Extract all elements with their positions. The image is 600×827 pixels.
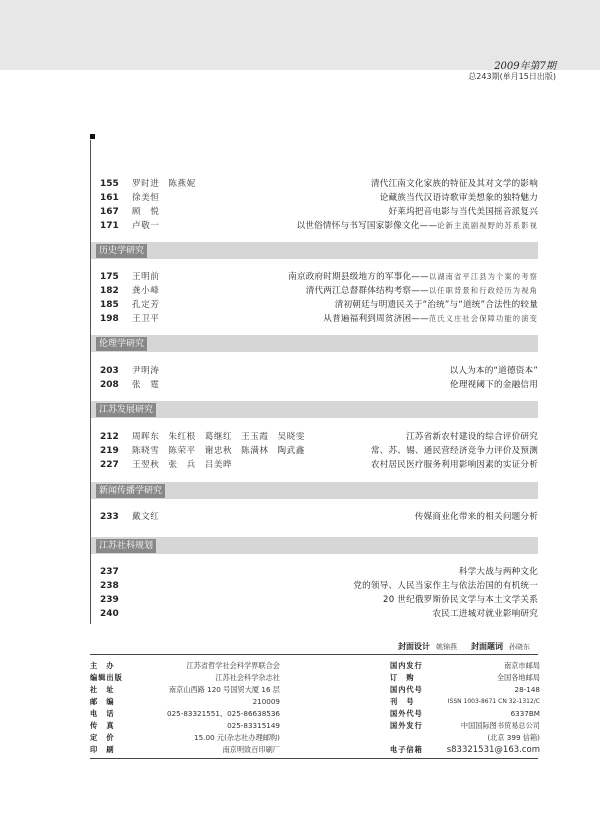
section-header-journalism [91,482,538,499]
article-subtitle: 范氏义庄社会保障功能的演变 [428,314,538,323]
page-number: 171 [100,221,119,231]
toc-entry[interactable] [92,177,538,191]
article-subtitle: 论新主流剧视野的苏系影视 [437,221,538,230]
cover-title-label: 封面题词 [471,642,503,651]
colophon-row [390,708,540,720]
colophon-row [390,720,540,732]
page-number: 167 [100,207,119,217]
toc-entry[interactable] [92,378,538,392]
colophon-email[interactable]: s83321531@163.com [446,745,540,755]
section-label: 历史学研究 [96,244,147,258]
colophon-row [90,732,280,744]
colophon-value: 中国国际图书贸易总公司 [460,721,540,730]
section-label: 江苏社科规划 [96,539,156,553]
colophon-row [390,744,540,756]
colophon-value: 6337BM [510,709,540,718]
section-header-history [91,242,538,259]
article-title: 南京政府时期县级地方的军事化—— [288,272,429,282]
article-title: 科学大战与两种文化 [458,567,538,577]
colophon-value: 江苏社会科学杂志社 [215,673,280,682]
colophon-label: 刊 号 [390,697,415,706]
author: 王翌秋 张 兵 吕美晔 [132,460,233,470]
article-title: 党的领导、人民当家作主与依法治国的有机统一 [353,581,538,591]
author: 陈晓雪 陈荣平 谢忠秋 陈满林 陶武鑫 [132,446,305,456]
cover-design-name: 姚锦燕 [436,643,457,651]
article-title: 农村居民医疗服务利用影响因素的实证分析 [370,460,538,470]
article-title: 以世俗情怀与书写国家影像文化—— [296,221,438,231]
article-subtitle: 以湖南省平江县为个案的考察 [428,272,538,281]
article-title: 清代江南文化家族的特征及其对文学的影响 [370,179,538,189]
page-number: 203 [100,366,119,376]
article-subtitle: 以任职背景和行政经历为视角 [428,286,538,295]
article-title: 常、苏、锡、通民营经济竞争力评价及预测 [370,446,538,456]
page-number: 219 [100,446,119,456]
colophon-row [90,672,280,684]
colophon-value: (北京 399 信箱) [487,733,540,742]
article-title: 好莱坞把音电影与当代美国摇音派复兴 [388,207,538,217]
colophon-row [90,660,280,672]
author: 徐美恒 [132,193,160,203]
colophon-value: 28-148 [514,685,540,694]
author: 孔定芳 [132,300,160,310]
author: 卢敬一 [132,221,160,231]
toc-entry[interactable] [92,298,538,312]
author: 龚小峰 [132,286,160,296]
colophon-value: 南京市邮局 [504,661,540,670]
colophon-label: 国内发行 [390,661,423,670]
colophon-label: 编辑出版 [90,673,123,682]
toc-entry[interactable] [92,284,538,298]
colophon-row [90,684,280,696]
colophon-left [90,660,280,756]
colophon-label: 订 购 [390,673,415,682]
section-label: 新闻传播学研究 [96,484,165,498]
toc-entry[interactable] [92,444,538,458]
article-title: 传媒商业化带来的相关问题分析 [414,512,538,522]
colophon-value: 南京明致百印刷厂 [222,745,280,754]
colophon-row [90,696,280,708]
page-number: 198 [100,314,119,324]
colophon-row [90,744,280,756]
colophon-row [390,732,540,744]
author: 王卫平 [132,314,160,324]
colophon-value: 210009 [252,697,280,706]
colophon-label: 国外代号 [390,709,423,718]
article-title: 伦理视阈下的金融信用 [450,380,538,390]
author: 张 霆 [132,380,160,390]
divider [90,758,538,759]
toc-entry[interactable] [92,458,538,472]
colophon-row [90,720,280,732]
section-header-ethics [91,335,538,352]
author: 罗时进 陈燕妮 [132,179,196,189]
colophon-value: 南京山西路 120 号国贸大厦 16 层 [168,685,280,694]
colophon-value: 全国各地邮局 [496,673,540,682]
toc-entry[interactable] [92,510,538,524]
issue-number: 2009年第7期 [494,61,556,72]
article-title: 论藏族当代汉语诗歌审美想象的独特魅力 [379,193,538,203]
cover-design-label: 封面设计 [398,642,430,651]
colophon-row [90,708,280,720]
toc-entry[interactable] [92,364,538,378]
article-title: 清代两江总督群体结构考察—— [305,286,429,296]
colophon-value: 江苏省哲学社会科学界联合会 [186,661,280,670]
page-number: 233 [100,512,119,522]
colophon-right [390,660,540,756]
colophon-label: 主 办 [90,661,115,670]
colophon-label: 印 刷 [90,745,115,754]
article-title: 以人为本的“道德资本” [449,366,538,376]
colophon-row [390,672,540,684]
colophon-row [390,696,540,708]
page-number: 240 [100,609,119,619]
toc-marker [90,134,95,139]
page-number: 185 [100,300,119,310]
article-title: 江苏省新农村建设的综合评价研究 [406,432,538,442]
toc-entry[interactable] [92,219,538,233]
toc-entry[interactable] [92,579,538,593]
article-title: 农民工进城对就业影响研究 [432,609,538,619]
colophon-label: 国外发行 [390,721,423,730]
colophon-label: 定 价 [90,733,115,742]
colophon-label: 邮 编 [90,697,115,706]
author: 尹明涛 [132,366,160,376]
colophon-label: 传 真 [90,721,115,730]
colophon-label: 电 话 [90,709,115,718]
article-title: 清初朝廷与明遗民关于“治统”与“道统”合法性的较量 [334,300,538,310]
author: 戴文红 [132,512,160,522]
section-label: 伦理学研究 [96,337,147,351]
author: 王明前 [132,272,160,282]
colophon-value: 15.00 元(杂志社办理邮购) [194,733,280,742]
divider [90,654,538,655]
colophon-row [390,684,540,696]
page-number: 155 [100,179,119,189]
page-number: 238 [100,581,119,591]
toc-entry[interactable] [92,270,538,284]
article-title: 20 世纪俄罗斯侨民文学与本土文学关系 [383,595,538,605]
page-number: 237 [100,567,119,577]
section-label: 江苏发展研究 [96,403,156,417]
author: 周晖东 朱红根 葛继红 王玉霞 吴晓雯 [132,432,305,442]
colophon-label: 社 址 [90,685,115,694]
toc-entry[interactable] [92,205,538,219]
colophon-label: 电子信箱 [390,745,423,754]
page-number: 239 [100,595,119,605]
cover-title-name: 孙晓东 [509,643,530,651]
section-header-social-science-planning [91,537,538,554]
article-title: 从普遍福利到周贫济困—— [323,314,429,324]
cover-credits [398,641,530,652]
colophon-row [390,660,540,672]
page-number: 161 [100,193,119,203]
page-number: 182 [100,286,119,296]
page-number: 208 [100,380,119,390]
toc-entry[interactable] [92,593,538,607]
toc-entry[interactable] [92,607,538,621]
colophon-value: ISSN 1003-8671 CN 32-1312/C [447,698,540,705]
page-number: 227 [100,460,119,470]
toc-entry[interactable] [92,312,538,326]
toc-entry[interactable] [92,430,538,444]
page-number: 212 [100,432,119,442]
colophon-label: 国内代号 [390,685,423,694]
issue-subtitle: 总243期(单月15日出版) [468,72,556,81]
toc-entry[interactable] [92,565,538,579]
toc-entry[interactable] [92,191,538,205]
colophon-value: 025-83321551、025-86638536 [167,709,280,718]
section-header-jiangsu-development [91,401,538,418]
colophon-value: 025-83315149 [227,721,280,730]
page-number: 175 [100,272,119,282]
author: 顾 悦 [132,207,160,217]
